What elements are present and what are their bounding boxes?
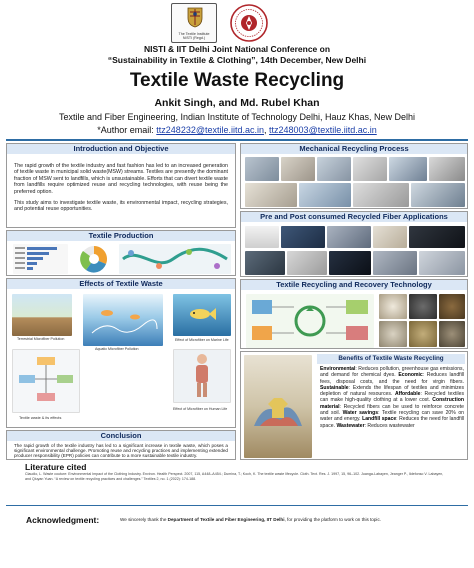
- intro-paragraph-1: The rapid growth of the textile industry and fast fashion has led to an increased generation of textile waste in municipal solid waste(MSW) streams. Textiles are presently the dominant fraction of MSW sent to landfills, which is unsustainable. Efforts that can divert textile waste from landfills require optimized reuse and recycling technologies, with reuse being the preferred option.: [14, 163, 228, 195]
- fish-icon: [187, 305, 217, 323]
- technology-section: [240, 279, 468, 349]
- benefit-item: Sustainable: Extends the lifespan of textiles and minimizes depletion of natural resources.: [320, 384, 464, 398]
- fiber-heap-image: [373, 226, 407, 248]
- benefits-section: [240, 351, 468, 460]
- felt-image: [245, 251, 285, 275]
- conclusion-section: [6, 430, 236, 460]
- nonwoven-image: [329, 251, 371, 275]
- acknowledgment-section: [6, 505, 468, 531]
- machine-image-6: [429, 157, 465, 181]
- textile-institute-logo: The Textile Institute NISTI (Regd.): [171, 3, 217, 43]
- fabric-sheet-image: [409, 226, 465, 248]
- authors: Ankit Singh, and Md. Rubel Khan: [154, 97, 320, 109]
- poster-title: Textile Waste Recycling: [129, 70, 345, 91]
- author-emails: *Author email: ttz248232@textile.iitd.ac.in, ttz248003@textile.iitd.ac.in: [97, 125, 377, 135]
- crest-icon: [186, 6, 204, 28]
- human-body-icon: [190, 353, 214, 399]
- fiber-applications-section: [240, 211, 468, 277]
- machine-image-8: [299, 183, 351, 207]
- benefits-list: [320, 366, 464, 429]
- benefit-item: Water savings: Textile recycling can save 20% on water and energy.: [320, 410, 464, 423]
- header-divider: [6, 139, 468, 141]
- production-pie-figure: [74, 244, 114, 274]
- conference-info: NISTI & IIT Delhi Joint National Conference on “Sustainability in Textile & Clothing”, 14th December, New Delhi: [107, 44, 367, 65]
- mechanical-section: [240, 143, 468, 209]
- effects-section: [6, 278, 236, 428]
- clothes-pile-icon: [250, 382, 306, 432]
- production-heading: Textile Production: [7, 231, 235, 241]
- iit-delhi-logo: [230, 4, 268, 42]
- production-section: [6, 230, 236, 276]
- cotton-bale-image: [245, 226, 279, 248]
- conclusion-text: The rapid growth of the textile industry has led to a significant increase in textile waste, which poses a significant environmental challenge. Promoting reuse and recycling practices and implementing extended producer responsibility (EPR) policies can contribute to a more sustainable textile industry.: [14, 443, 228, 459]
- benefit-item: Economic: Reduces landfill fees, disposal costs, and the need for virgin fibers.: [320, 372, 464, 385]
- literature-section: [6, 462, 468, 482]
- literature-heading: Literature cited: [25, 462, 87, 472]
- intro-paragraph-2: This study aims to investigate textile waste, its environmental impact, recycling strategies, and potential reuse opportunities.: [14, 200, 228, 213]
- terrestrial-pollution-image: [12, 294, 72, 336]
- fiber-applications-heading: Pre and Post consumed Recycled Fiber Applications: [241, 212, 467, 222]
- insulation-image: [287, 251, 327, 275]
- fiber-sample-image-6: [439, 321, 465, 347]
- effects-heading: Effects of Textile Waste: [7, 279, 235, 289]
- logo-bar: [0, 3, 474, 43]
- recycling-infographic: [246, 294, 374, 348]
- acknowledgment-heading: Acknowledgment:: [26, 515, 100, 525]
- yarn-cones-image: [327, 226, 371, 248]
- conclusion-heading: Conclusion: [7, 431, 235, 441]
- machine-image-9: [353, 183, 409, 207]
- fiber-sample-image-2: [409, 294, 437, 319]
- aquatic-microfiber-icon: [87, 299, 159, 343]
- acknowledgment-text: We sincerely thank the Department of Textile and Fiber Engineering, IIT Delhi, for providing the platform to work on this topic.: [120, 517, 382, 522]
- benefit-item: Landfill space: Reduces the need for landfill space.: [320, 416, 464, 429]
- literature-text: Claudio, L. Waste couture: Environmental Impact of the Clothing Industry. Environ. Health Perspect. 2007, 115, A448–A454.; Dumina, T.; Koch, K. The textile waste lifecycle. Cloth. Text. Res. J. 1997, 15, 96–102. Juanga-Labayen, Jeanger P., Ildefonso V. Labayen, and Qiuyan Yuan. “A review on textile recycling practices and challenges.” Textiles 2, no. 1 (2022): 174-188.: [25, 472, 444, 481]
- fiber-sample-image-3: [439, 294, 465, 319]
- benefit-item: Affordable: Recycled textiles can make high-quality clothing at a lower cost.: [320, 391, 464, 404]
- benefit-item: Wastewater: Reduces wastewater: [336, 422, 415, 429]
- machine-image-2: [281, 157, 315, 181]
- machine-image-7: [245, 183, 297, 207]
- machine-image-10: [411, 183, 465, 207]
- human-label: Effect of Microfiber on Human Life: [173, 407, 228, 411]
- benefit-item: Construction material: Recycled fibers can be used to reinforce concrete and soil.: [320, 397, 464, 417]
- intro-section: [6, 143, 236, 228]
- machine-image-5: [389, 157, 427, 181]
- terrestrial-label: Terrestrial Microfiber Pollution: [17, 337, 65, 341]
- garment-image: [419, 251, 465, 275]
- effects-label: Textile waste & its effects: [19, 416, 62, 420]
- benefit-item: Environmental: Reduces pollution, greenhouse gas emissions, and demand for chemical dyes.: [320, 366, 464, 379]
- machine-image-4: [353, 157, 387, 181]
- fiber-sample-image-5: [409, 321, 437, 347]
- email-link-2[interactable]: ttz248003@textile.iitd.ac.in: [269, 125, 377, 135]
- fiber-sample-image-1: [379, 294, 407, 319]
- mechanical-heading: Mechanical Recycling Process: [241, 144, 467, 154]
- fiber-sample-image-4: [379, 321, 407, 347]
- production-bar-figure: [13, 244, 68, 274]
- denim-rolls-image: [281, 226, 325, 248]
- machine-image-3: [317, 157, 351, 181]
- effects-flow-icon: [17, 355, 75, 407]
- marine-label: Effect of Microfiber on Marine Life: [175, 338, 229, 342]
- affiliation: Textile and Fiber Engineering, Indian Institute of Technology Delhi, Hauz Khas, New Delhi: [58, 112, 416, 122]
- machine-image-1: [245, 157, 279, 181]
- email-link-1[interactable]: ttz248232@textile.iitd.ac.in: [156, 125, 264, 135]
- technology-heading: Textile Recycling and Recovery Technology: [241, 280, 467, 290]
- composite-image: [373, 251, 417, 275]
- aquatic-label: Aquatic Microfiber Pollution: [95, 347, 139, 351]
- production-flow-figure: [119, 244, 231, 274]
- intro-heading: Introduction and Objective: [7, 144, 235, 154]
- benefits-heading: Benefits of Textile Waste Recycling: [317, 354, 465, 364]
